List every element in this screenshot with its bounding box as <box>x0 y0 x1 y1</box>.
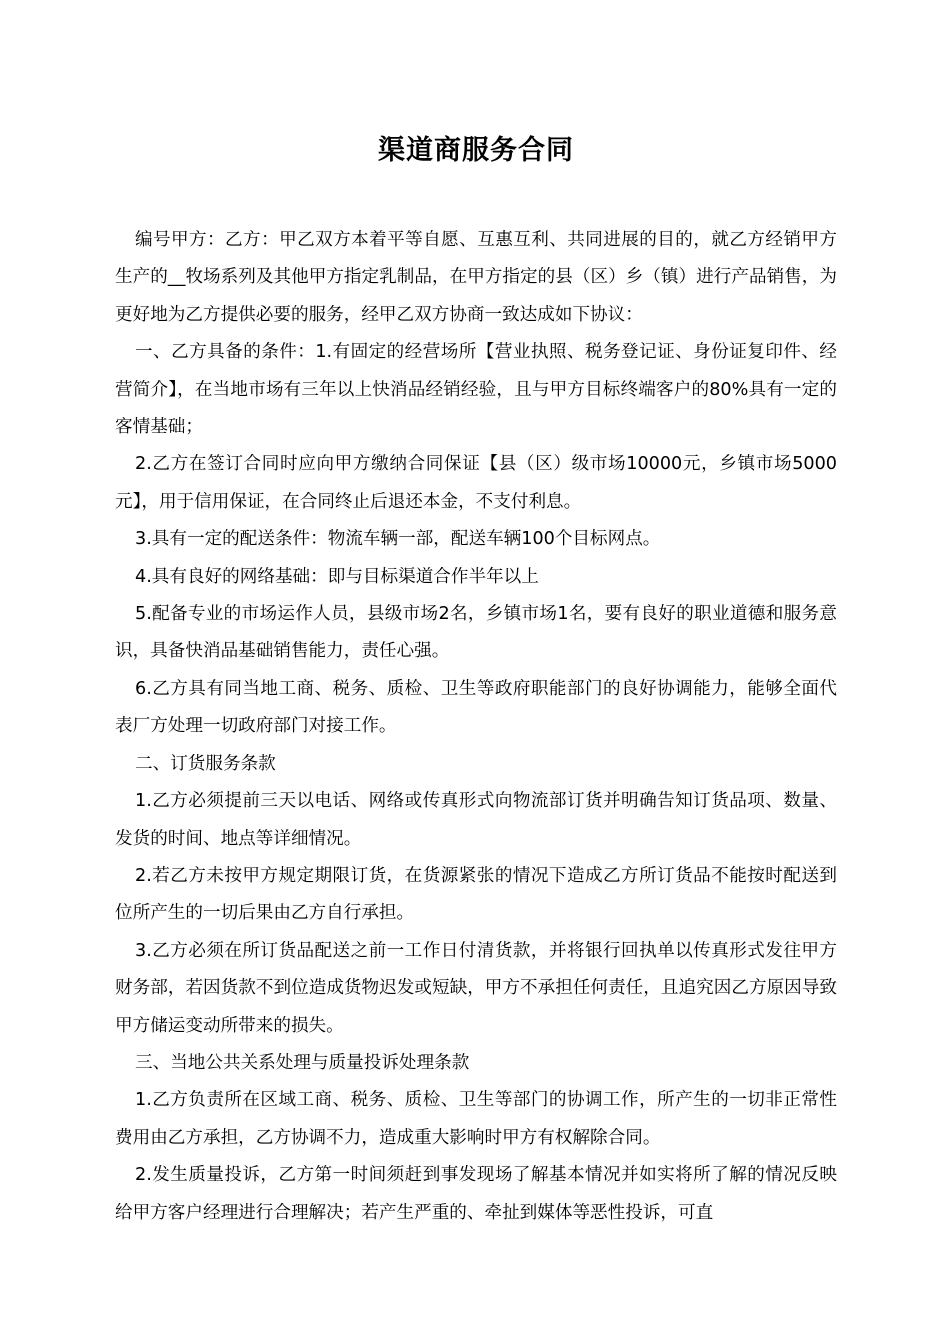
paragraph-clause-2-1: 1.乙方必须提前三天以电话、网络或传真形式向物流部订货并明确告知订货品项、数量、发货的时间、地点等详细情况。 <box>115 791 837 849</box>
section-heading-public-relations: 三、当地公共关系处理与质量投诉处理条款 <box>135 1052 470 1073</box>
paragraph-clause-2-3: 3.乙方必须在所订货品配送之前一工作日付清货款，并将银行回执单以传真形式发往甲方财务部，若因货款不到位造成货物迟发或短缺，甲方不承担任何责任，且追究因乙方原因导致甲方储运变动所带来的损失。 <box>115 940 837 1036</box>
paragraph-section-1-conditions: 一、乙方具备的条件：1.有固定的经营场所【营业执照、税务登记证、身份证复印件、经营简介】，在当地市场有三年以上快消品经销经验，且与甲方目标终端客户的80%具有一定的客情基础； <box>115 342 837 438</box>
section-heading-ordering: 二、订货服务条款 <box>135 753 276 774</box>
document-body <box>115 222 837 1232</box>
document-title: 渠道商服务合同 <box>378 135 574 166</box>
paragraph-clause-1-3: 3.具有一定的配送条件：物流车辆一部，配送车辆100个目标网点。 <box>135 529 661 550</box>
paragraph-clause-1-4: 4.具有良好的网络基础：即与目标渠道合作半年以上 <box>135 566 539 587</box>
paragraph-clause-1-2: 2.乙方在签订合同时应向甲方缴纳合同保证【县（区）级市场10000元，乡镇市场5000元】，用于信用保证，在合同终止后退还本金，不支付利息。 <box>115 454 837 512</box>
paragraph-clause-1-5: 5.配备专业的市场运作人员，县级市场2名，乡镇市场1名，要有良好的职业道德和服务意识，具备快消品基础销售能力，责任心强。 <box>115 604 837 662</box>
paragraph-clause-1-6: 6.乙方具有同当地工商、税务、质检、卫生等政府职能部门的良好协调能力，能够全面代表厂方处理一切政府部门对接工作。 <box>115 678 837 737</box>
paragraph-preamble: 编号甲方：乙方：甲乙双方本着平等自愿、互惠互利、共同进展的目的，就乙方经销甲方生产的__牧场系列及其他甲方指定乳制品，在甲方指定的县（区）乡（镇）进行产品销售，为更好地为乙方提供必要的服务，经甲乙双方协商一致达成如下协议： <box>115 230 837 325</box>
paragraph-clause-2-2: 2.若乙方未按甲方规定期限订货，在货源紧张的情况下造成乙方所订货品不能按时配送到位所产生的一切后果由乙方自行承担。 <box>115 865 837 924</box>
paragraph-clause-3-2: 2.发生质量投诉，乙方第一时间须赶到事发现场了解基本情况并如实将所了解的情况反映给甲方客户经理进行合理解决；若产生严重的、牵扯到媒体等恶性投诉，可直 <box>115 1165 837 1223</box>
paragraph-clause-3-1: 1.乙方负责所在区域工商、税务、质检、卫生等部门的协调工作，所产生的一切非正常性费用由乙方承担，乙方协调不力，造成重大影响时甲方有权解除合同。 <box>115 1090 837 1148</box>
